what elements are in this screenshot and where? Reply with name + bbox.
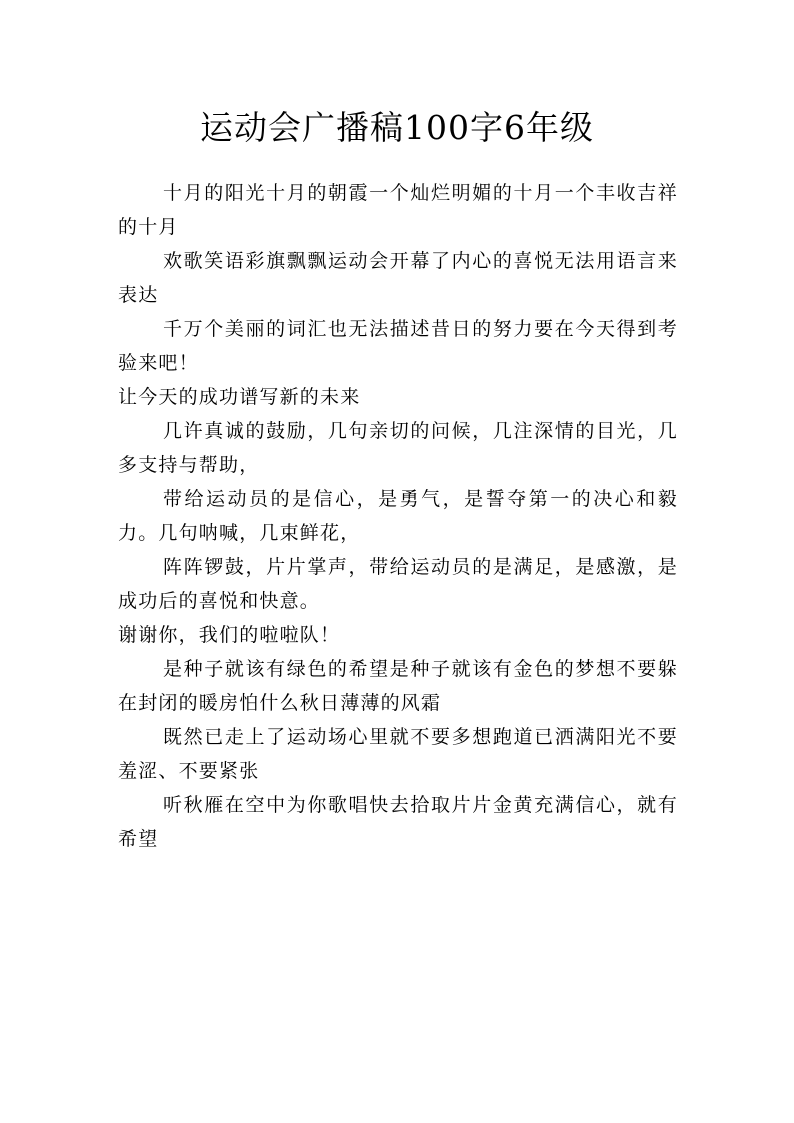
paragraph: 谢谢你，我们的啦啦队！: [118, 624, 341, 646]
paragraph: 欢歌笑语彩旗飘飘运动会开幕了内心的喜悦无法用语言来表达: [118, 250, 678, 306]
paragraph: 阵阵锣鼓，片片掌声，带给运动员的是满足，是感激，是成功后的喜悦和快意。: [118, 556, 678, 612]
document-body: [118, 176, 678, 856]
paragraph: 带给运动员的是信心，是勇气，是誓夺第一的决心和毅力。几句呐喊，几束鲜花，: [118, 488, 678, 544]
paragraph: 让今天的成功谱写新的未来: [118, 386, 361, 408]
paragraph: 既然已走上了运动场心里就不要多想跑道已洒满阳光不要羞涩、不要紧张: [118, 726, 678, 782]
page-title: 运动会广播稿100字6年级: [200, 108, 594, 147]
paragraph: 是种子就该有绿色的希望是种子就该有金色的梦想不要躲在封闭的暖房怕什么秋日薄薄的风霜: [118, 658, 678, 714]
paragraph: 几许真诚的鼓励，几句亲切的问候，几注深情的目光，几多支持与帮助，: [118, 420, 678, 476]
paragraph: 听秋雁在空中为你歌唱快去拾取片片金黄充满信心，就有希望: [118, 794, 678, 850]
paragraph: 十月的阳光十月的朝霞一个灿烂明媚的十月一个丰收吉祥的十月: [118, 182, 678, 238]
paragraph: 千万个美丽的词汇也无法描述昔日的努力要在今天得到考验来吧！: [118, 318, 678, 374]
